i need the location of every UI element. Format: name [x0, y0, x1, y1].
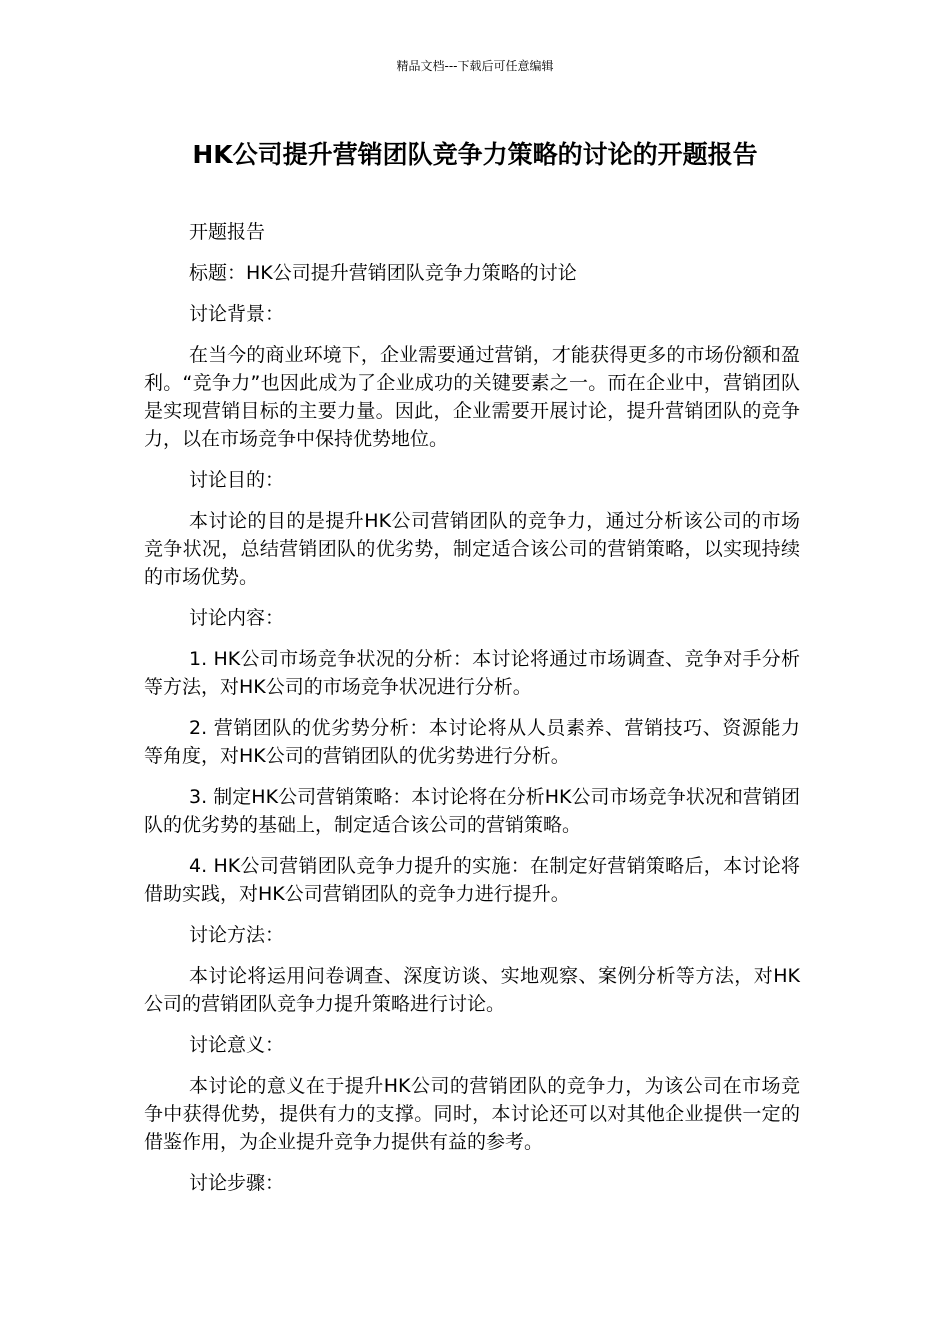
section-heading-method: 讨论方法： — [189, 924, 285, 946]
content-item-3: 3. 制定HK公司营销策略：本讨论将在分析HK公司市场竞争状况和营销团队的优劣势的基础上，制定适合该公司的营销策略。 — [144, 786, 800, 836]
section-heading-steps: 讨论步骤： — [189, 1172, 285, 1194]
subject-line: 标题：HK公司提升营销团队竞争力策略的讨论 — [189, 262, 577, 284]
content-item-4: 4. HK公司营销团队竞争力提升的实施：在制定好营销策略后，本讨论将借助实践，对HK公司营销团队的竞争力进行提升。 — [144, 855, 800, 905]
method-paragraph: 本讨论将运用问卷调查、深度访谈、实地观察、案例分析等方法，对HK公司的营销团队竞争力提升策略进行讨论。 — [144, 965, 800, 1015]
section-heading-content: 讨论内容： — [189, 607, 285, 629]
section-label-report: 开题报告 — [189, 221, 266, 243]
content-item-2: 2. 营销团队的优劣势分析：本讨论将从人员素养、营销技巧、资源能力等角度，对HK公司的营销团队的优劣势进行分析。 — [144, 717, 800, 767]
document-body — [144, 218, 800, 1197]
document-title: HK公司提升营销团队竞争力策略的讨论的开题报告 — [192, 140, 758, 169]
purpose-paragraph: 本讨论的目的是提升HK公司营销团队的竞争力，通过分析该公司的市场竞争状况，总结营销团队的优劣势，制定适合该公司的营销策略，以实现持续的市场优势。 — [144, 510, 800, 588]
section-heading-background: 讨论背景： — [189, 303, 285, 325]
content-item-1: 1. HK公司市场竞争状况的分析：本讨论将通过市场调查、竞争对手分析等方法，对HK公司的市场竞争状况进行分析。 — [144, 648, 800, 698]
significance-paragraph: 本讨论的意义在于提升HK公司的营销团队的竞争力，为该公司在市场竞争中获得优势，提供有力的支撑。同时，本讨论还可以对其他企业提供一定的借鉴作用，为企业提升竞争力提供有益的参考。 — [144, 1075, 800, 1153]
section-heading-purpose: 讨论目的： — [189, 469, 285, 491]
section-heading-significance: 讨论意义： — [189, 1034, 285, 1056]
background-paragraph: 在当今的商业环境下，企业需要通过营销，才能获得更多的市场份额和盈利。“竞争力”也因此成为了企业成功的关键要素之一。而在企业中，营销团队是实现营销目标的主要力量。因此，企业需要开展讨论，提升营销团队的竞争力，以在市场竞争中保持优势地位。 — [144, 344, 800, 450]
page-header: 精品文档---下载后可任意编辑 — [396, 59, 554, 73]
